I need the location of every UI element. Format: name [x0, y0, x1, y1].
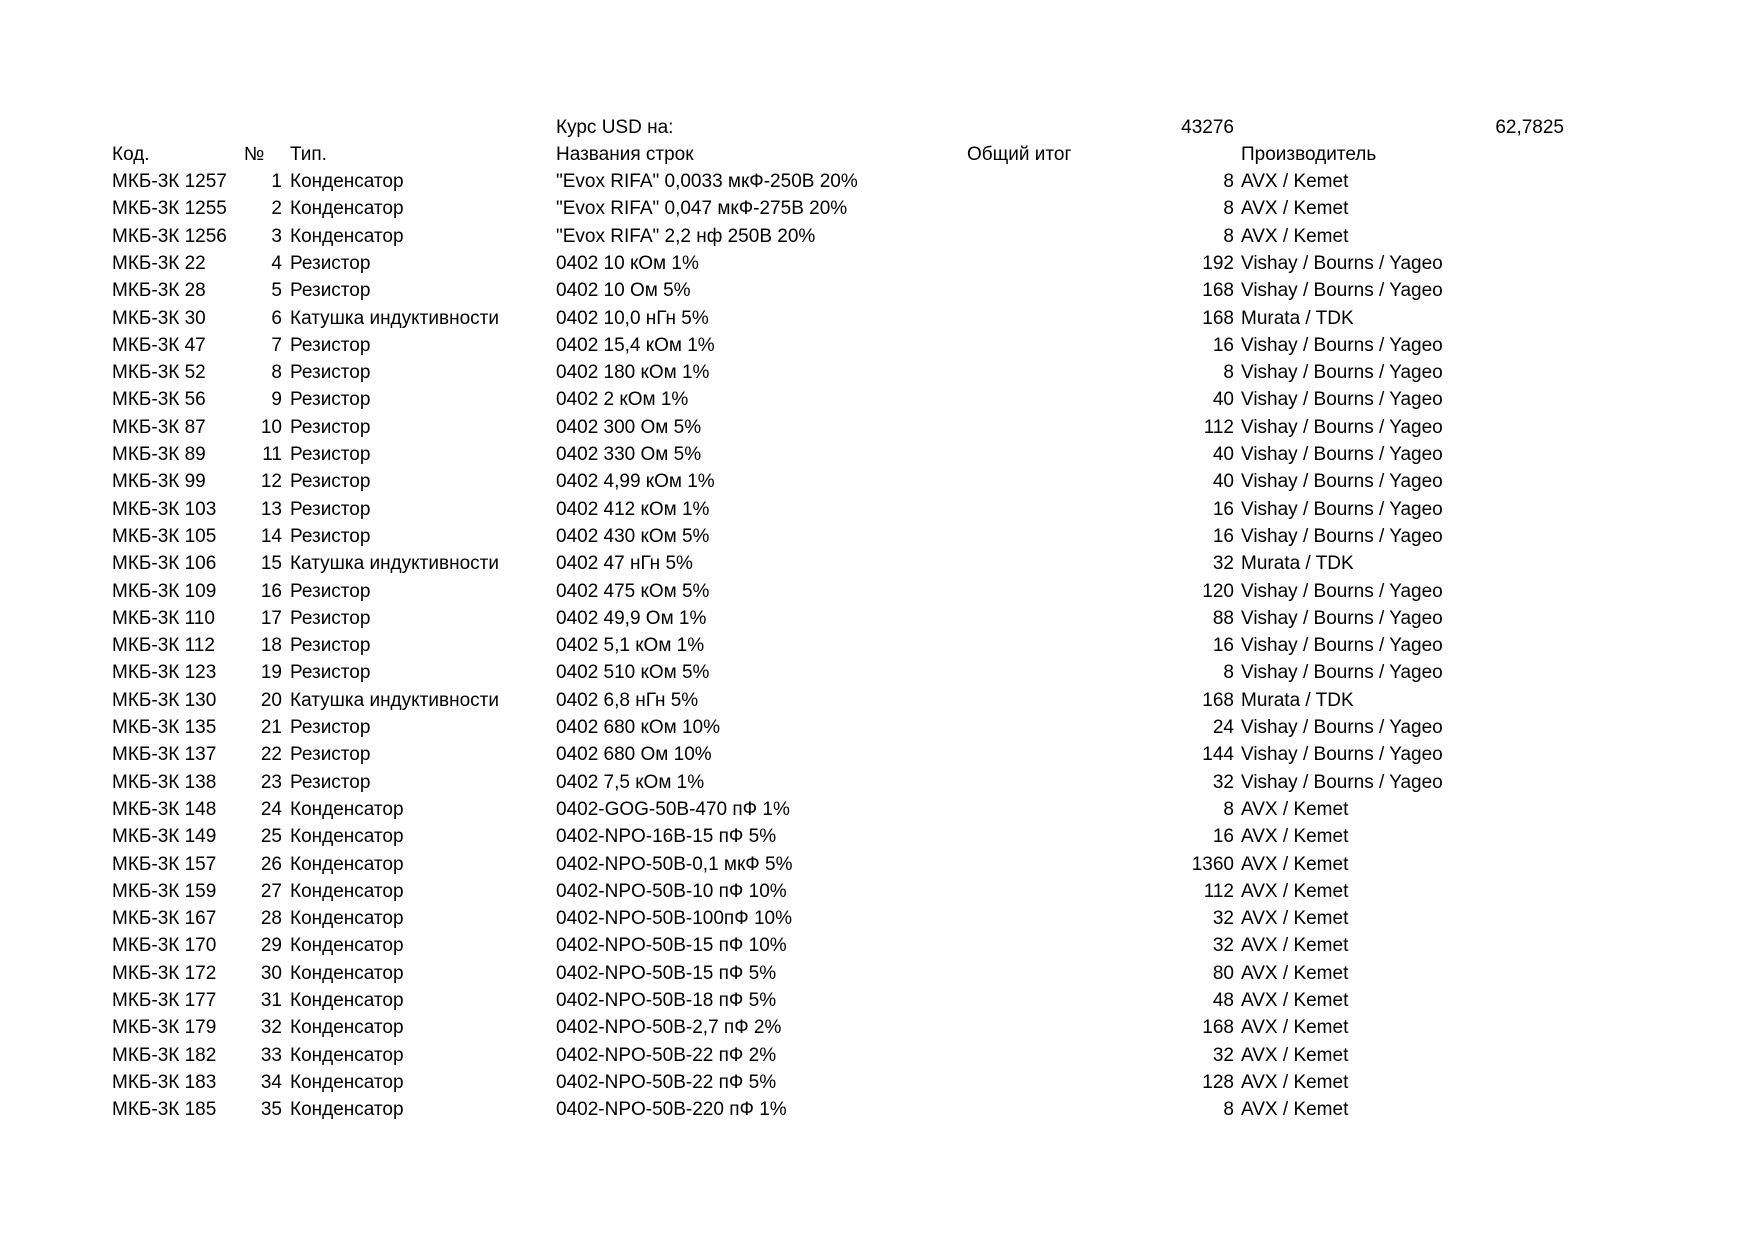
row-code: МКБ-3К 148 [112, 798, 217, 820]
row-type: Катушка индуктивности [290, 553, 499, 575]
row-total: 16 [1212, 334, 1234, 356]
row-manufacturer: AVX / Kemet [1241, 198, 1349, 220]
table-row [0, 168, 1755, 195]
table-row [0, 659, 1755, 686]
row-total: 168 [1202, 280, 1234, 302]
row-manufacturer: AVX / Kemet [1241, 171, 1349, 192]
table-row [0, 905, 1755, 932]
column-header-name: Названия строк [556, 144, 694, 165]
row-type: Конденсатор [290, 935, 404, 957]
row-total: 8 [1223, 362, 1234, 384]
row-manufacturer: Vishay / Bourns / Yageo [1241, 362, 1443, 384]
row-number: 24 [260, 798, 282, 820]
row-manufacturer: Vishay / Bourns / Yageo [1241, 280, 1443, 302]
row-total: 112 [1203, 880, 1234, 902]
row-name: 0402-NPO-50В-220 пФ 1% [556, 1099, 787, 1121]
row-manufacturer: AVX / Kemet [1241, 853, 1349, 875]
table-row [0, 1096, 1755, 1123]
row-code: МКБ-3К 1256 [112, 225, 227, 247]
table-row [0, 578, 1755, 605]
row-manufacturer: AVX / Kemet [1241, 1017, 1349, 1039]
row-name: 0402-NPO-50В-0,1 мкФ 5% [556, 853, 793, 875]
row-manufacturer: AVX / Kemet [1241, 826, 1349, 848]
row-type: Резистор [290, 771, 371, 793]
table-row [0, 250, 1755, 277]
row-total: 8 [1223, 171, 1234, 192]
row-total: 16 [1212, 498, 1234, 520]
row-total: 144 [1202, 744, 1234, 766]
row-type: Конденсатор [290, 1071, 404, 1093]
row-manufacturer: AVX / Kemet [1241, 962, 1349, 984]
row-type: Конденсатор [290, 826, 404, 848]
row-name: 0402 10 Ом 5% [556, 280, 691, 302]
row-type: Резистор [290, 416, 371, 438]
row-total: 40 [1212, 471, 1234, 493]
column-header-manufacturer: Производитель [1241, 144, 1377, 165]
row-manufacturer: AVX / Kemet [1241, 935, 1349, 957]
row-code: МКБ-3К 130 [112, 689, 217, 711]
row-total: 16 [1212, 525, 1234, 547]
row-total: 8 [1223, 798, 1234, 820]
row-type: Конденсатор [290, 198, 404, 220]
row-code: МКБ-3К 177 [112, 990, 217, 1011]
row-manufacturer: AVX / Kemet [1241, 908, 1349, 930]
row-type: Резистор [290, 717, 371, 738]
row-number: 17 [260, 607, 282, 629]
row-number: 33 [260, 1044, 282, 1066]
row-total: 168 [1202, 1017, 1234, 1039]
row-number: 7 [271, 334, 282, 356]
row-name: "Evox RIFA" 0,047 мкФ-275В 20% [556, 198, 848, 220]
column-header-num: № [244, 144, 265, 165]
row-number: 2 [271, 198, 282, 220]
row-number: 9 [271, 389, 282, 411]
row-name: 0402 2 кОм 1% [556, 389, 689, 411]
row-manufacturer: Murata / TDK [1241, 307, 1354, 329]
row-number: 29 [260, 935, 282, 957]
row-number: 12 [260, 471, 282, 493]
row-number: 19 [260, 662, 282, 684]
row-code: МКБ-3К 135 [112, 717, 217, 738]
row-code: МКБ-3К 183 [112, 1071, 217, 1093]
table-row [0, 277, 1755, 304]
row-name: 0402-NPO-50В-22 пФ 2% [556, 1044, 777, 1066]
row-manufacturer: AVX / Kemet [1241, 880, 1349, 902]
row-number: 8 [271, 362, 282, 384]
table-row [0, 823, 1755, 850]
row-total: 40 [1212, 444, 1234, 465]
row-number: 3 [271, 225, 282, 247]
row-number: 22 [260, 744, 282, 766]
row-type: Резистор [290, 580, 371, 602]
row-total: 168 [1202, 689, 1234, 711]
row-code: МКБ-3К 182 [112, 1044, 217, 1066]
row-total: 8 [1223, 1099, 1234, 1121]
row-type: Конденсатор [290, 798, 404, 820]
row-total: 168 [1202, 307, 1234, 329]
row-code: МКБ-3К 106 [112, 553, 217, 575]
row-code: МКБ-3К 103 [112, 498, 217, 520]
row-code: МКБ-3К 22 [112, 252, 206, 274]
row-type: Конденсатор [290, 1017, 404, 1039]
table-row [0, 195, 1755, 222]
row-name: 0402-GOG-50В-470 пФ 1% [556, 798, 790, 820]
row-name: 0402-NPO-50В-2,7 пФ 2% [556, 1017, 782, 1039]
row-manufacturer: Vishay / Bourns / Yageo [1241, 389, 1443, 411]
row-total: 32 [1212, 935, 1234, 957]
table-row [0, 932, 1755, 959]
table-row [0, 605, 1755, 632]
table-row [0, 1042, 1755, 1069]
row-name: 0402 300 Ом 5% [556, 416, 702, 438]
row-code: МКБ-3К 30 [112, 307, 206, 329]
rate-row [0, 114, 1755, 141]
row-type: Конденсатор [290, 225, 404, 247]
row-code: МКБ-3К 87 [112, 416, 206, 438]
row-total: 8 [1223, 198, 1234, 220]
row-manufacturer: Vishay / Bourns / Yageo [1241, 252, 1443, 274]
row-code: МКБ-3К 52 [112, 362, 206, 384]
row-type: Катушка индуктивности [290, 307, 499, 329]
row-name: 0402 680 Ом 10% [556, 744, 712, 766]
table-row [0, 714, 1755, 741]
row-manufacturer: Vishay / Bourns / Yageo [1241, 471, 1443, 493]
column-header-type: Тип. [290, 144, 327, 165]
row-code: МКБ-3К 137 [112, 744, 217, 766]
row-manufacturer: AVX / Kemet [1241, 798, 1349, 820]
row-manufacturer: Vishay / Bourns / Yageo [1241, 580, 1443, 602]
row-type: Катушка индуктивности [290, 689, 499, 711]
row-name: 0402-NPO-50В-10 пФ 10% [556, 880, 787, 902]
row-code: МКБ-3К 89 [112, 444, 206, 465]
row-total: 80 [1212, 962, 1234, 984]
row-type: Резистор [290, 444, 371, 465]
row-number: 11 [262, 444, 282, 465]
row-number: 14 [260, 525, 282, 547]
row-number: 25 [260, 826, 282, 848]
row-number: 15 [260, 553, 282, 575]
row-number: 4 [271, 252, 282, 274]
row-total: 32 [1212, 553, 1234, 575]
row-total: 32 [1212, 1044, 1234, 1066]
row-total: 8 [1223, 225, 1234, 247]
row-total: 16 [1212, 826, 1234, 848]
row-code: МКБ-3К 109 [112, 580, 217, 602]
row-number: 30 [260, 962, 282, 984]
row-name: 0402 47 нГн 5% [556, 553, 693, 575]
table-row [0, 468, 1755, 495]
row-code: МКБ-3К 123 [112, 662, 217, 684]
row-type: Резистор [290, 498, 371, 520]
row-number: 6 [271, 307, 282, 329]
row-name: 0402 475 кОм 5% [556, 580, 710, 602]
row-number: 18 [260, 635, 282, 657]
row-number: 35 [260, 1099, 282, 1121]
row-manufacturer: Vishay / Bourns / Yageo [1241, 771, 1443, 793]
row-number: 23 [260, 771, 282, 793]
row-code: МКБ-3К 110 [112, 607, 215, 629]
row-total: 1360 [1191, 853, 1234, 875]
table-row [0, 496, 1755, 523]
row-manufacturer: Vishay / Bourns / Yageo [1241, 334, 1443, 356]
row-type: Конденсатор [290, 880, 404, 902]
row-total: 120 [1202, 580, 1234, 602]
row-number: 27 [260, 880, 282, 902]
row-name: "Evox RIFA" 2,2 нф 250В 20% [556, 225, 816, 247]
row-code: МКБ-3К 138 [112, 771, 217, 793]
row-number: 16 [260, 580, 282, 602]
row-type: Конденсатор [290, 853, 404, 875]
row-code: МКБ-3К 105 [112, 525, 217, 547]
row-total: 40 [1212, 389, 1234, 411]
table-row [0, 414, 1755, 441]
row-code: МКБ-3К 185 [112, 1099, 217, 1121]
row-total: 128 [1202, 1071, 1234, 1093]
row-manufacturer: Murata / TDK [1241, 689, 1354, 711]
row-total: 88 [1212, 607, 1234, 629]
row-name: 0402 10 кОм 1% [556, 252, 699, 274]
row-type: Конденсатор [290, 1099, 404, 1121]
row-name: 0402 6,8 нГн 5% [556, 689, 699, 711]
row-name: "Evox RIFA" 0,0033 мкФ-250В 20% [556, 171, 858, 192]
row-manufacturer: AVX / Kemet [1241, 1071, 1349, 1093]
row-type: Резистор [290, 471, 371, 493]
row-code: МКБ-3К 47 [112, 334, 206, 356]
row-code: МКБ-3К 159 [112, 880, 217, 902]
table-row [0, 305, 1755, 332]
row-manufacturer: AVX / Kemet [1241, 1044, 1349, 1066]
table-row [0, 1069, 1755, 1096]
row-name: 0402 5,1 кОм 1% [556, 635, 705, 657]
row-name: 0402-NPO-50В-15 пФ 5% [556, 962, 777, 984]
row-manufacturer: AVX / Kemet [1241, 225, 1349, 247]
row-type: Резистор [290, 607, 371, 629]
row-name: 0402-NPO-50В-18 пФ 5% [556, 990, 777, 1011]
row-code: МКБ-3К 1255 [112, 198, 227, 220]
rate-value: 62,7825 [1495, 117, 1564, 138]
row-type: Конденсатор [290, 171, 404, 192]
row-code: МКБ-3К 149 [112, 826, 217, 848]
row-number: 5 [271, 280, 282, 302]
table-row [0, 359, 1755, 386]
row-number: 34 [260, 1071, 282, 1093]
table-row [0, 687, 1755, 714]
row-manufacturer: Vishay / Bourns / Yageo [1241, 607, 1443, 629]
row-total: 8 [1223, 662, 1234, 684]
row-code: МКБ-3К 157 [112, 853, 217, 875]
column-header-code: Код. [112, 144, 150, 165]
row-type: Конденсатор [290, 908, 404, 930]
row-code: МКБ-3К 170 [112, 935, 217, 957]
row-number: 28 [260, 908, 282, 930]
row-type: Резистор [290, 525, 371, 547]
rate-label: Курс USD на: [556, 117, 674, 138]
column-header-row [0, 141, 1755, 168]
row-number: 20 [260, 689, 282, 711]
row-name: 0402 510 кОм 5% [556, 662, 710, 684]
table-row [0, 878, 1755, 905]
row-manufacturer: AVX / Kemet [1241, 1099, 1349, 1121]
table-row [0, 960, 1755, 987]
row-manufacturer: Vishay / Bourns / Yageo [1241, 662, 1443, 684]
row-code: МКБ-3К 56 [112, 389, 206, 411]
row-name: 0402-NPO-50В-22 пФ 5% [556, 1071, 777, 1093]
row-name: 0402 430 кОм 5% [556, 525, 710, 547]
table-row [0, 223, 1755, 250]
row-code: МКБ-3К 99 [112, 471, 206, 493]
row-code: МКБ-3К 179 [112, 1017, 217, 1039]
table-row [0, 1014, 1755, 1041]
row-name: 0402 4,99 кОм 1% [556, 471, 715, 493]
row-manufacturer: Murata / TDK [1241, 553, 1354, 575]
row-type: Конденсатор [290, 990, 404, 1011]
row-name: 0402 7,5 кОм 1% [556, 771, 705, 793]
row-manufacturer: Vishay / Bourns / Yageo [1241, 635, 1443, 657]
column-header-total: Общий итог [967, 144, 1072, 165]
row-total: 16 [1212, 635, 1234, 657]
row-name: 0402 15,4 кОм 1% [556, 334, 715, 356]
row-code: МКБ-3К 112 [112, 635, 215, 657]
row-total: 32 [1212, 771, 1234, 793]
row-type: Резистор [290, 280, 371, 302]
row-manufacturer: Vishay / Bourns / Yageo [1241, 717, 1443, 738]
table-row [0, 632, 1755, 659]
row-number: 10 [260, 416, 282, 438]
table-row [0, 741, 1755, 768]
row-type: Резистор [290, 635, 371, 657]
row-type: Резистор [290, 362, 371, 384]
row-type: Резистор [290, 252, 371, 274]
row-type: Резистор [290, 334, 371, 356]
row-name: 0402 412 кОм 1% [556, 498, 710, 520]
row-total: 192 [1202, 252, 1234, 274]
row-code: МКБ-3К 28 [112, 280, 206, 302]
row-type: Резистор [290, 744, 371, 766]
table-row [0, 523, 1755, 550]
table-row [0, 386, 1755, 413]
row-name: 0402-NPO-50В-100пФ 10% [556, 908, 792, 930]
row-total: 24 [1212, 717, 1234, 738]
row-total: 48 [1212, 990, 1234, 1011]
row-number: 32 [260, 1017, 282, 1039]
row-code: МКБ-3К 172 [112, 962, 217, 984]
rate-date: 43276 [1181, 117, 1234, 138]
row-total: 112 [1203, 416, 1234, 438]
row-number: 21 [260, 717, 282, 738]
table-row [0, 332, 1755, 359]
table-row [0, 769, 1755, 796]
row-name: 0402 10,0 нГн 5% [556, 307, 709, 329]
row-type: Резистор [290, 389, 371, 411]
table-row [0, 851, 1755, 878]
row-number: 26 [260, 853, 282, 875]
table-row [0, 441, 1755, 468]
row-name: 0402-NPO-16В-15 пФ 5% [556, 826, 777, 848]
row-name: 0402 680 кОм 10% [556, 717, 720, 738]
row-name: 0402 180 кОм 1% [556, 362, 710, 384]
row-type: Конденсатор [290, 1044, 404, 1066]
row-name: 0402-NPO-50В-15 пФ 10% [556, 935, 787, 957]
row-manufacturer: Vishay / Bourns / Yageo [1241, 444, 1443, 465]
row-type: Резистор [290, 662, 371, 684]
row-manufacturer: Vishay / Bourns / Yageo [1241, 498, 1443, 520]
row-type: Конденсатор [290, 962, 404, 984]
row-number: 1 [271, 171, 282, 192]
table-row [0, 987, 1755, 1014]
row-total: 32 [1212, 908, 1234, 930]
table-row [0, 796, 1755, 823]
table-row [0, 550, 1755, 577]
row-code: МКБ-3К 1257 [112, 171, 227, 192]
row-name: 0402 49,9 Ом 1% [556, 607, 707, 629]
row-number: 13 [260, 498, 282, 520]
row-manufacturer: Vishay / Bourns / Yageo [1241, 525, 1443, 547]
row-manufacturer: Vishay / Bourns / Yageo [1241, 744, 1443, 766]
row-code: МКБ-3К 167 [112, 908, 217, 930]
row-manufacturer: Vishay / Bourns / Yageo [1241, 416, 1443, 438]
row-manufacturer: AVX / Kemet [1241, 990, 1349, 1011]
row-name: 0402 330 Ом 5% [556, 444, 702, 465]
row-number: 31 [260, 990, 282, 1011]
